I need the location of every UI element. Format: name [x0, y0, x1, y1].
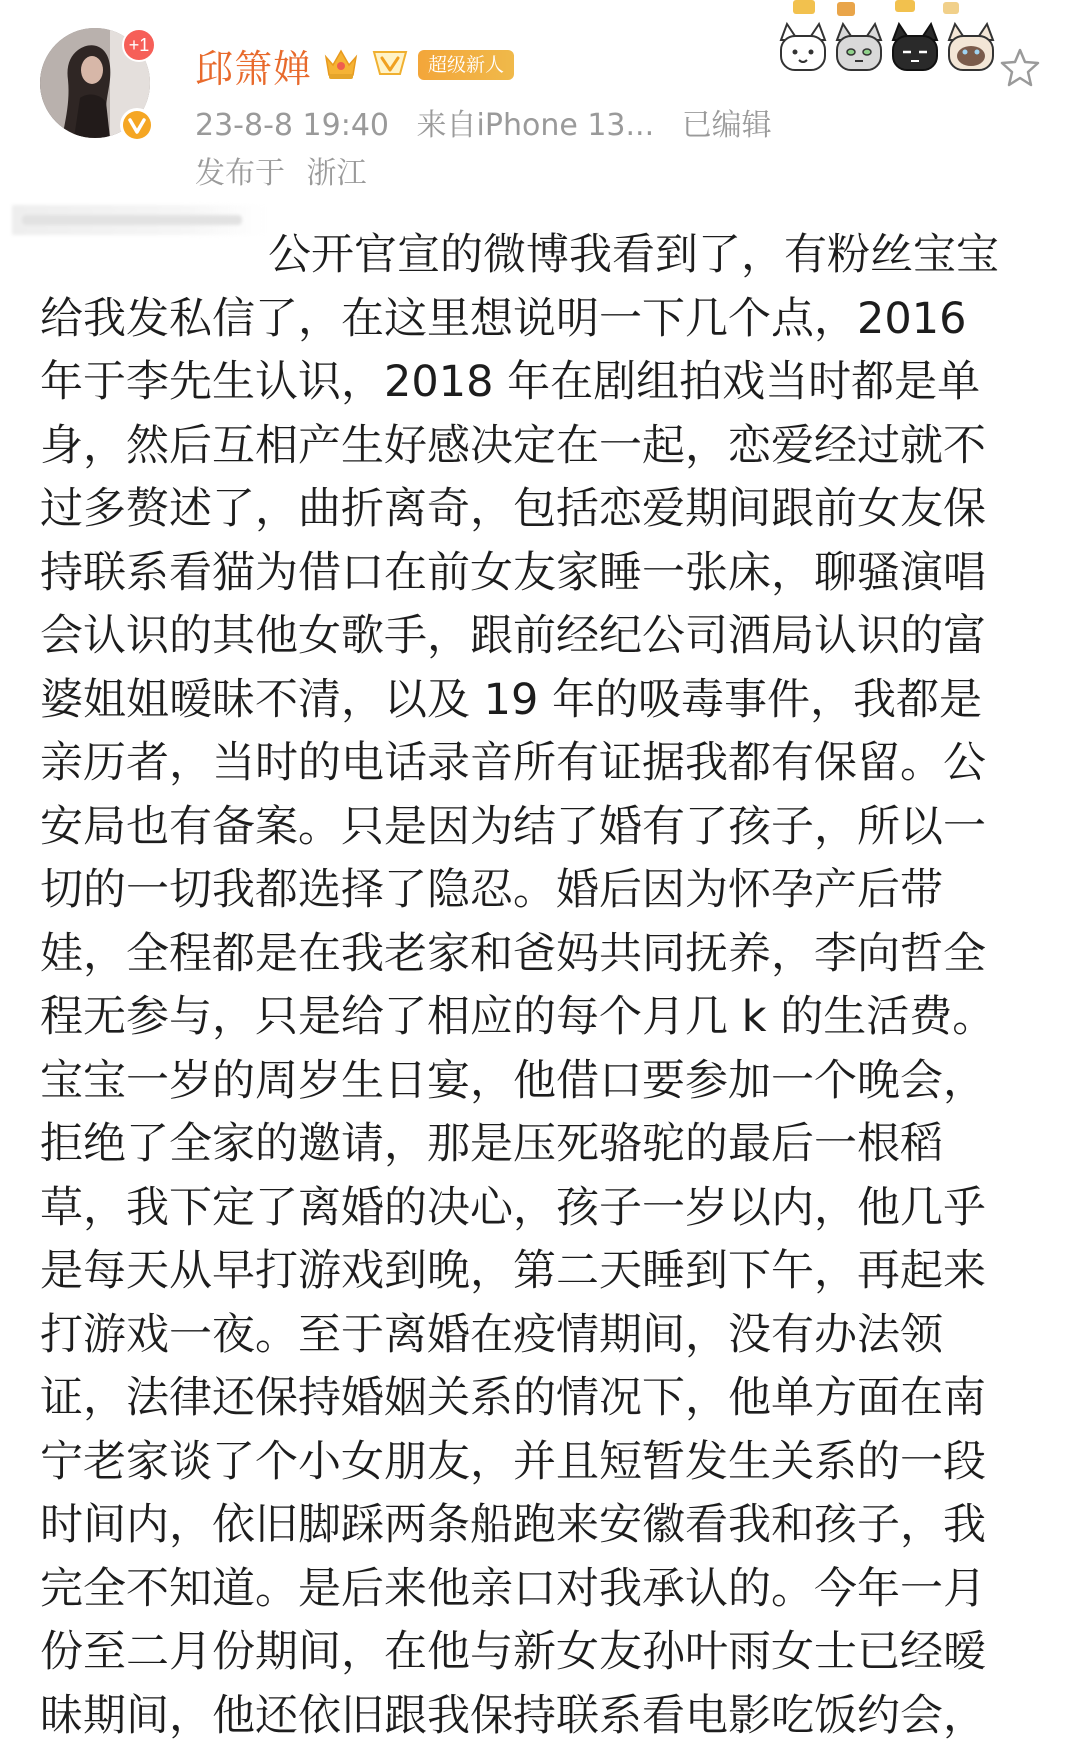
post-line: 亲历者，当时的电话录音所有证据我都有保留。公 — [40, 732, 1040, 796]
post-line: 过多赘述了，曲折离奇，包括恋爱期间跟前女友保 — [40, 478, 1040, 542]
post-line: 切的一切我都选择了隐忍。婚后因为怀孕产后带 — [40, 859, 1040, 923]
post-meta — [195, 100, 772, 144]
level-badge[interactable]: 超级新人 — [418, 50, 514, 80]
post-line: 是每天从早打游戏到晚，第二天睡到下午，再起来 — [40, 1240, 1040, 1304]
post-line: 给我发私信了，在这里想说明一下几个点，2016 — [40, 288, 1040, 352]
post-line: 草，我下定了离婚的决心，孩子一岁以内，他几乎 — [40, 1177, 1040, 1241]
post-line: 打游戏一夜。至于离婚在疫情期间，没有办法领 — [40, 1304, 1040, 1368]
post-timestamp: 23-8-8 19:40 — [195, 108, 389, 143]
post-line: 完全不知道。是后来他亲口对我承认的。今年一月 — [40, 1558, 1040, 1622]
post-source[interactable]: 来自iPhone 13... — [417, 108, 655, 143]
favorite-star-icon[interactable] — [998, 45, 1042, 89]
post-line: 时间内，依旧脚踩两条船跑来安徽看我和孩子，我 — [40, 1494, 1040, 1558]
post-line: 安局也有备案。只是因为结了婚有了孩子，所以一 — [40, 796, 1040, 860]
post-line: 拒绝了全家的邀请，那是压死骆驼的最后一根稻 — [40, 1113, 1040, 1177]
post-line: 证，法律还保持婚姻关系的情况下，他单方面在南 — [40, 1367, 1040, 1431]
post-line: 娃，全程都是在我老家和爸妈共同抚养，李向哲全 — [40, 923, 1040, 987]
post-line: 年于李先生认识，2018 年在剧组拍戏当时都是单 — [40, 351, 1040, 415]
notification-badge: +1 — [122, 28, 156, 62]
post-line: 身，然后互相产生好感决定在一起，恋爱经过就不 — [40, 415, 1040, 479]
verified-icon — [120, 108, 154, 142]
post-content — [40, 224, 1040, 1748]
post-line: 昧期间，他还依旧跟我保持联系看电影吃饭约会， — [40, 1685, 1040, 1748]
name-row — [195, 40, 514, 90]
post-line: 宝宝一岁的周岁生日宴，他借口要参加一个晚会， — [40, 1050, 1040, 1114]
avatar-container[interactable] — [40, 28, 150, 138]
post-line: 程无参与，只是给了相应的每个月几 k 的生活费。 — [40, 986, 1040, 1050]
location-value: 浙江 — [307, 156, 367, 191]
post-line: 份至二月份期间，在他与新女友孙叶雨女士已经暧 — [40, 1621, 1040, 1685]
username[interactable]: 邱箫婵 — [195, 38, 312, 93]
crown-icon[interactable] — [322, 45, 360, 85]
location-prefix: 发布于 — [195, 156, 285, 191]
post-line: 宁老家谈了个小女朋友，并且短暂发生关系的一段 — [40, 1431, 1040, 1495]
edited-label[interactable]: 已编辑 — [682, 108, 772, 143]
post-line: 持联系看猫为借口在前女友家睡一张床，聊骚演唱 — [40, 542, 1040, 606]
post-line: 会认识的其他女歌手，跟前经纪公司酒局认识的富 — [40, 605, 1040, 669]
vip-icon[interactable] — [370, 46, 410, 84]
post-location — [195, 148, 367, 192]
post-line: 婆姐姐暧昧不清，以及 19 年的吸毒事件，我都是 — [40, 669, 1040, 733]
post-line: 公开官宣的微博我看到了，有粉丝宝宝 — [40, 224, 1040, 288]
cat-stickers — [775, 0, 1015, 90]
